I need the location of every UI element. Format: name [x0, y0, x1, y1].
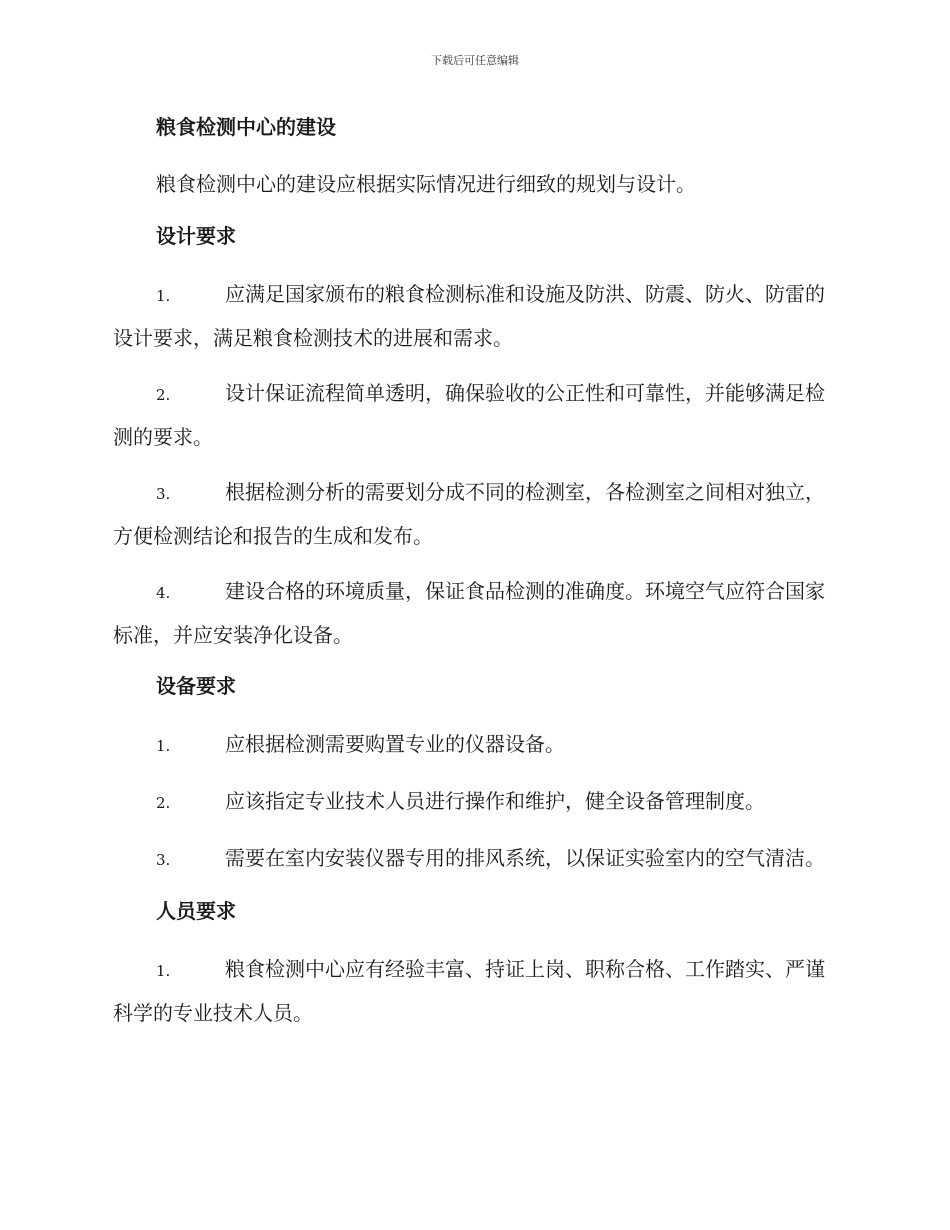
list-item-number: 2.	[156, 386, 171, 404]
list-item-text: 应根据检测需要购置专业的仪器设备。	[225, 732, 565, 756]
list-item-number: 3.	[156, 485, 171, 503]
list-item	[113, 471, 833, 557]
list-item	[113, 273, 833, 359]
section-heading-design: 设计要求	[156, 224, 236, 248]
list-item-number: 1.	[156, 737, 171, 755]
list-item-number: 4.	[156, 584, 171, 602]
list-item-number: 1.	[156, 287, 171, 305]
list-item	[113, 837, 833, 881]
list-item	[113, 948, 833, 1034]
list-item-text: 粮食检测中心应有经验丰富、持证上岗、职称合格、工作踏实、严谨科学的专业技术人员。	[113, 957, 825, 1025]
list-item-text: 应该指定专业技术人员进行操作和维护，健全设备管理制度。	[225, 789, 765, 813]
list-item-text: 根据检测分析的需要划分成不同的检测室，各检测室之间相对独立，方便检测结论和报告的生成和发布。	[113, 480, 825, 548]
list-item-number: 3.	[156, 851, 171, 869]
list-item-number: 2.	[156, 794, 171, 812]
list-item-number: 1.	[156, 962, 171, 980]
list-item-text: 需要在室内安装仪器专用的排风系统，以保证实验室内的空气清洁。	[225, 846, 825, 870]
list-item	[113, 780, 833, 824]
document-title: 粮食检测中心的建设	[156, 115, 336, 139]
list-item	[113, 570, 833, 656]
list-item-text: 设计保证流程简单透明，确保验收的公正性和可靠性，并能够满足检测的要求。	[113, 381, 825, 449]
list-item	[113, 723, 833, 767]
page-header: 下载后可任意编辑	[431, 54, 519, 67]
list-item-text: 应满足国家颁布的粮食检测标准和设施及防洪、防震、防火、防雷的设计要求，满足粮食检测技术的进展和需求。	[113, 282, 825, 350]
section-heading-personnel: 人员要求	[156, 899, 236, 923]
list-item	[113, 372, 833, 458]
section-heading-equipment: 设备要求	[156, 674, 236, 698]
list-item-text: 建设合格的环境质量，保证食品检测的准确度。环境空气应符合国家标准，并应安装净化设备。	[113, 579, 825, 647]
document-body	[113, 110, 833, 1047]
intro-paragraph: 粮食检测中心的建设应根据实际情况进行细致的规划与设计。	[156, 172, 696, 196]
